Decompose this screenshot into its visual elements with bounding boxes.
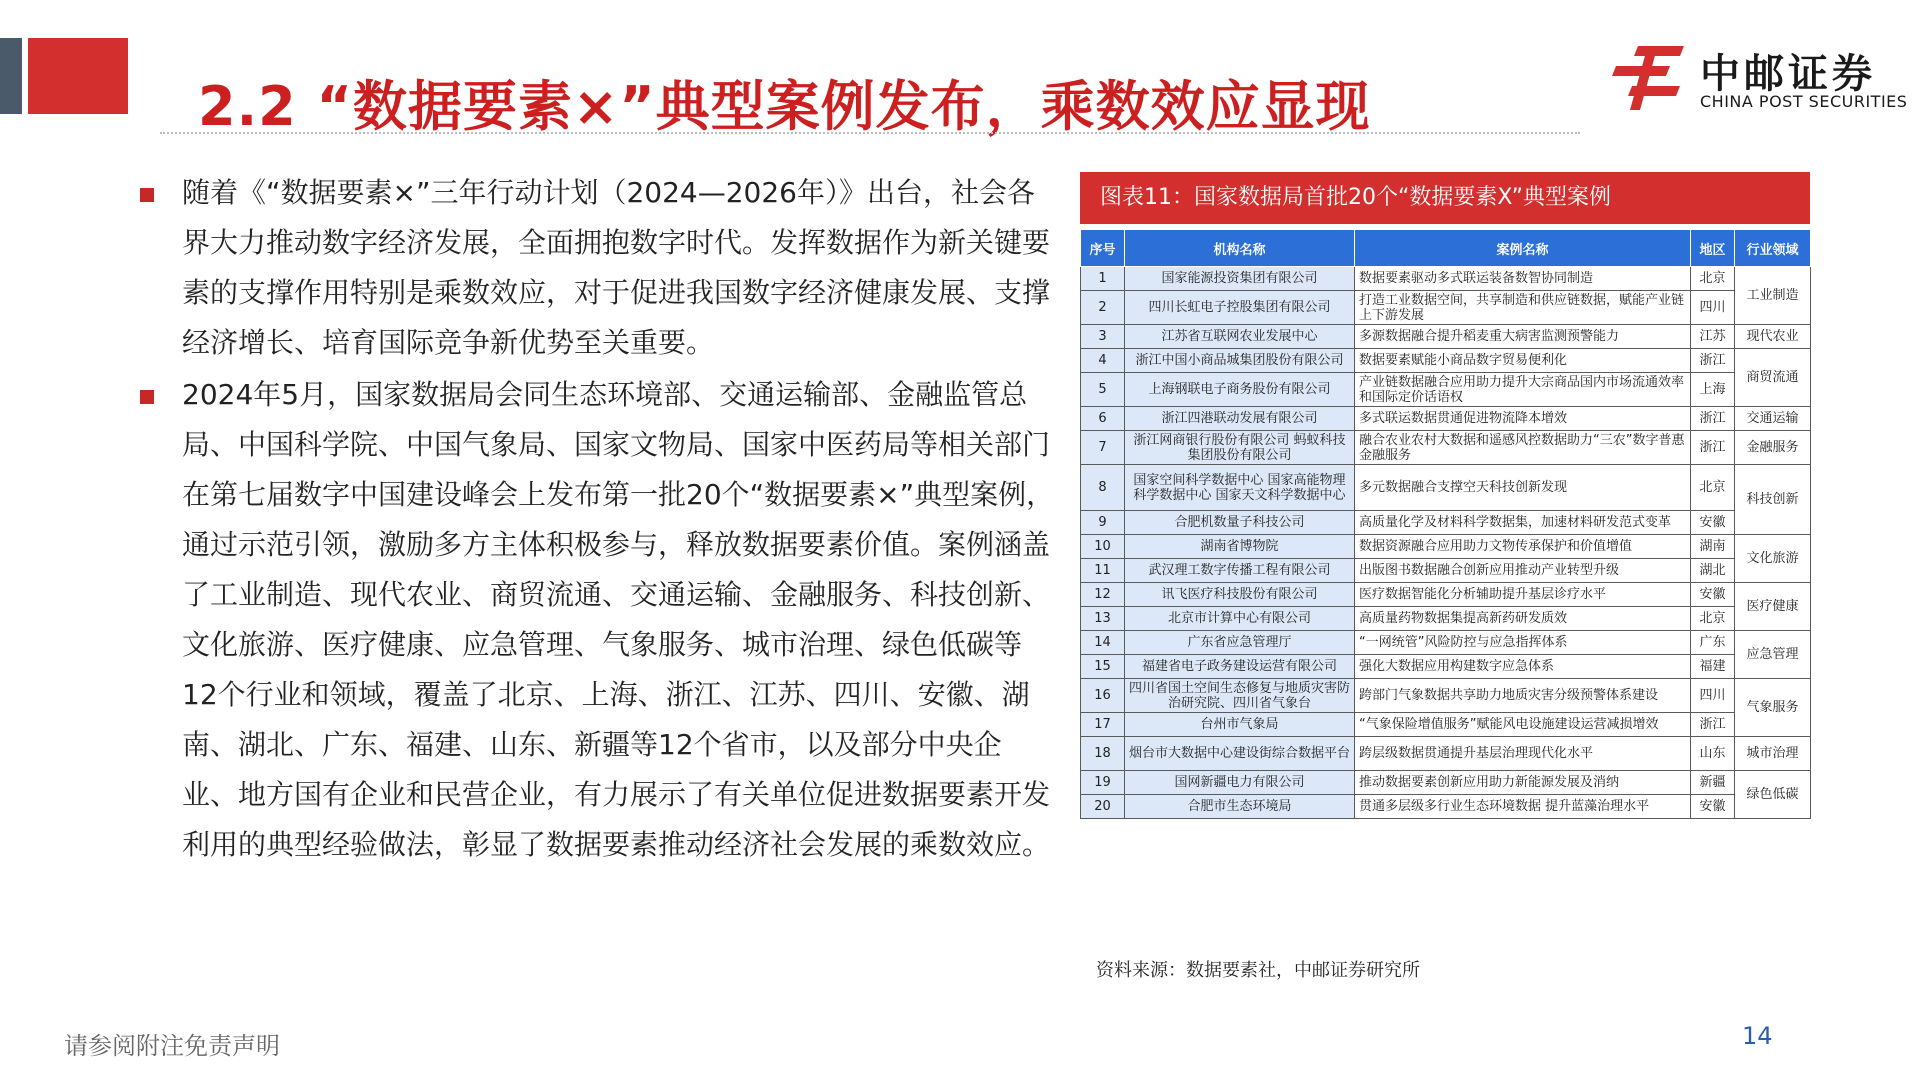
industry-cell: 现代农业 [1735,325,1811,349]
row-number-cell: 14 [1081,631,1125,655]
table-header-row [1081,230,1811,267]
industry-cell: 应急管理 [1735,631,1811,679]
industry-cell: 工业制造 [1735,267,1811,325]
org-name-cell: 广东省应急管理厅 [1125,631,1355,655]
bullet-text: 随着《“数据要素×”三年行动计划（2024—2026年）》出台，社会各界大力推动数字经济发展，全面拥抱数字时代。发挥数据作为新关键要素的支撑作用特别是乘数效应，对于促进我国数字经济健康发展、支撑经济增长、培育国际竞争新优势至关重要。 [182,176,1051,359]
column-header: 序号 [1081,230,1125,267]
table-row [1081,325,1811,349]
case-name-cell: 融合农业农村大数据和遥感风控数据助力“三农”数字普惠金融服务 [1355,431,1691,465]
square-bullet-icon [140,188,154,202]
table-row [1081,511,1811,535]
case-name-cell: 高质量化学及材料科学数据集，加速材料研发范式变革 [1355,511,1691,535]
case-name-cell: 跨层级数据贯通提升基层治理现代化水平 [1355,737,1691,771]
org-name-cell: 江苏省互联网农业发展中心 [1125,325,1355,349]
row-number-cell: 15 [1081,655,1125,679]
table-caption: 图表11：国家数据局首批20个“数据要素X”典型案例 [1080,172,1810,224]
page-title: 2.2 “数据要素×”典型案例发布，乘数效应显现 [198,75,1371,138]
table-row [1081,583,1811,607]
title-divider [160,132,1580,134]
case-name-cell: 数据要素驱动多式联运装备数智协同制造 [1355,267,1691,291]
region-cell: 浙江 [1691,407,1735,431]
row-number-cell: 2 [1081,291,1125,325]
table-row [1081,607,1811,631]
org-name-cell: 武汉理工数字传播工程有限公司 [1125,559,1355,583]
case-name-cell: 推动数据要素创新应用助力新能源发展及消纳 [1355,771,1691,795]
org-name-cell: 国家空间科学数据中心 国家高能物理科学数据中心 国家天文科学数据中心 [1125,465,1355,511]
industry-cell: 城市治理 [1735,737,1811,771]
row-number-cell: 7 [1081,431,1125,465]
org-name-cell: 合肥机数量子科技公司 [1125,511,1355,535]
case-name-cell: 数据要素赋能小商品数字贸易便利化 [1355,349,1691,373]
bullet-text: 2024年5月，国家数据局会同生态环境部、交通运输部、金融监管总局、中国科学院、中国气象局、国家文物局、国家中医药局等相关部门在第七届数字中国建设峰会上发布第一批20个“数据要素×”典型案例，通过示范引领，激励多方主体积极参与，释放数据要素价值。案例涵盖了工业制造、现代农业、商贸流通、交通运输、金融服务、科技创新、文化旅游、医疗健康、应急管理、气象服务、城市治理、绿色低碳等12个行业和领域，覆盖了北京、上海、浙江、江苏、四川、安徽、湖南、湖北、广东、福建、山东、新疆等12个省市，以及部分中央企业、地方国有企业和民营企业，有力展示了有关单位促进数据要素开发利用的典型经验做法，彰显了数据要素推动经济社会发展的乘数效应。 [182,378,1055,861]
industry-cell: 商贸流通 [1735,349,1811,407]
region-cell: 安徽 [1691,511,1735,535]
row-number-cell: 17 [1081,713,1125,737]
case-name-cell: 多元数据融合支撑空天科技创新发现 [1355,465,1691,511]
row-number-cell: 4 [1081,349,1125,373]
org-name-cell: 浙江四港联动发展有限公司 [1125,407,1355,431]
region-cell: 福建 [1691,655,1735,679]
case-name-cell: “一网统管”风险防控与应急指挥体系 [1355,631,1691,655]
logo-chinese-name: 中邮证券 [1700,51,1876,97]
case-name-cell: 出版图书数据融合创新应用推动产业转型升级 [1355,559,1691,583]
case-name-cell: 医疗数据智能化分析辅助提升基层诊疗水平 [1355,583,1691,607]
industry-cell: 绿色低碳 [1735,771,1811,819]
row-number-cell: 3 [1081,325,1125,349]
bullet-item [136,168,1056,368]
table-row [1081,431,1811,465]
cases-table-panel [1080,172,1810,819]
org-name-cell: 浙江中国小商品城集团股份有限公司 [1125,349,1355,373]
case-name-cell: 跨部门气象数据共享助力地质灾害分级预警体系建设 [1355,679,1691,713]
org-name-cell: 福建省电子政务建设运营有限公司 [1125,655,1355,679]
region-cell: 湖南 [1691,535,1735,559]
table-row [1081,713,1811,737]
table-row [1081,465,1811,511]
column-header: 地区 [1691,230,1735,267]
industry-cell: 科技创新 [1735,465,1811,535]
org-name-cell: 湖南省博物院 [1125,535,1355,559]
company-logo [1610,42,1908,114]
table-row [1081,655,1811,679]
row-number-cell: 5 [1081,373,1125,407]
industry-cell: 气象服务 [1735,679,1811,737]
logo-english-name: CHINA POST SECURITIES [1700,92,1908,111]
org-name-cell: 北京市计算中心有限公司 [1125,607,1355,631]
org-name-cell: 烟台市大数据中心建设街综合数据平台 [1125,737,1355,771]
table-body [1081,267,1811,819]
case-name-cell: 产业链数据融合应用助力提升大宗商品国内市场流通效率和国际定价话语权 [1355,373,1691,407]
table-row [1081,631,1811,655]
table-row [1081,267,1811,291]
table-row [1081,771,1811,795]
region-cell: 湖北 [1691,559,1735,583]
table-row [1081,535,1811,559]
table-row [1081,795,1811,819]
row-number-cell: 20 [1081,795,1125,819]
case-name-cell: 打造工业数据空间，共享制造和供应链数据，赋能产业链上下游发展 [1355,291,1691,325]
region-cell: 浙江 [1691,349,1735,373]
cases-table [1080,229,1811,819]
org-name-cell: 四川长虹电子控股集团有限公司 [1125,291,1355,325]
bullet-item [136,370,1056,870]
square-bullet-icon [140,390,154,404]
page-number: 14 [1742,1022,1773,1050]
org-name-cell: 国网新疆电力有限公司 [1125,771,1355,795]
region-cell: 浙江 [1691,713,1735,737]
table-row [1081,559,1811,583]
org-name-cell: 四川省国土空间生态修复与地质灾害防治研究院、四川省气象台 [1125,679,1355,713]
row-number-cell: 6 [1081,407,1125,431]
case-name-cell: 数据资源融合应用助力文物传承保护和价值增值 [1355,535,1691,559]
row-number-cell: 13 [1081,607,1125,631]
row-number-cell: 18 [1081,737,1125,771]
row-number-cell: 12 [1081,583,1125,607]
case-name-cell: 多式联运数据贯通促进物流降本增效 [1355,407,1691,431]
table-row [1081,679,1811,713]
column-header: 行业领域 [1735,230,1811,267]
row-number-cell: 19 [1081,771,1125,795]
column-header: 案例名称 [1355,230,1691,267]
table-row [1081,407,1811,431]
case-name-cell: 多源数据融合提升稻麦重大病害监测预警能力 [1355,325,1691,349]
row-number-cell: 16 [1081,679,1125,713]
china-post-logo-icon [1610,42,1688,112]
region-cell: 北京 [1691,267,1735,291]
org-name-cell: 讯飞医疗科技股份有限公司 [1125,583,1355,607]
region-cell: 新疆 [1691,771,1735,795]
case-name-cell: 贯通多层级多行业生态环境数据 提升蓝藻治理水平 [1355,795,1691,819]
accent-bar-red [28,38,128,114]
region-cell: 安徽 [1691,795,1735,819]
bullet-list [136,168,1056,872]
region-cell: 安徽 [1691,583,1735,607]
footer-disclaimer: 请参阅附注免责声明 [64,1032,280,1060]
table-row [1081,349,1811,373]
table-row [1081,737,1811,771]
table-row [1081,291,1811,325]
region-cell: 四川 [1691,679,1735,713]
industry-cell: 金融服务 [1735,431,1811,465]
org-name-cell: 浙江网商银行股份有限公司 蚂蚁科技集团股份有限公司 [1125,431,1355,465]
org-name-cell: 上海钢联电子商务股份有限公司 [1125,373,1355,407]
column-header: 机构名称 [1125,230,1355,267]
case-name-cell: 强化大数据应用构建数字应急体系 [1355,655,1691,679]
org-name-cell: 国家能源投资集团有限公司 [1125,267,1355,291]
region-cell: 四川 [1691,291,1735,325]
row-number-cell: 10 [1081,535,1125,559]
accent-bar-dark [0,38,22,114]
row-number-cell: 11 [1081,559,1125,583]
table-source-note: 资料来源：数据要素社，中邮证券研究所 [1096,960,1420,981]
case-name-cell: “气象保险增值服务”赋能风电设施建设运营减损增效 [1355,713,1691,737]
table-row [1081,373,1811,407]
region-cell: 北京 [1691,607,1735,631]
org-name-cell: 台州市气象局 [1125,713,1355,737]
industry-cell: 医疗健康 [1735,583,1811,631]
row-number-cell: 1 [1081,267,1125,291]
industry-cell: 文化旅游 [1735,535,1811,583]
region-cell: 浙江 [1691,431,1735,465]
org-name-cell: 合肥市生态环境局 [1125,795,1355,819]
region-cell: 北京 [1691,465,1735,511]
row-number-cell: 8 [1081,465,1125,511]
industry-cell: 交通运输 [1735,407,1811,431]
region-cell: 山东 [1691,737,1735,771]
region-cell: 江苏 [1691,325,1735,349]
case-name-cell: 高质量药物数据集提高新药研发质效 [1355,607,1691,631]
row-number-cell: 9 [1081,511,1125,535]
region-cell: 广东 [1691,631,1735,655]
region-cell: 上海 [1691,373,1735,407]
